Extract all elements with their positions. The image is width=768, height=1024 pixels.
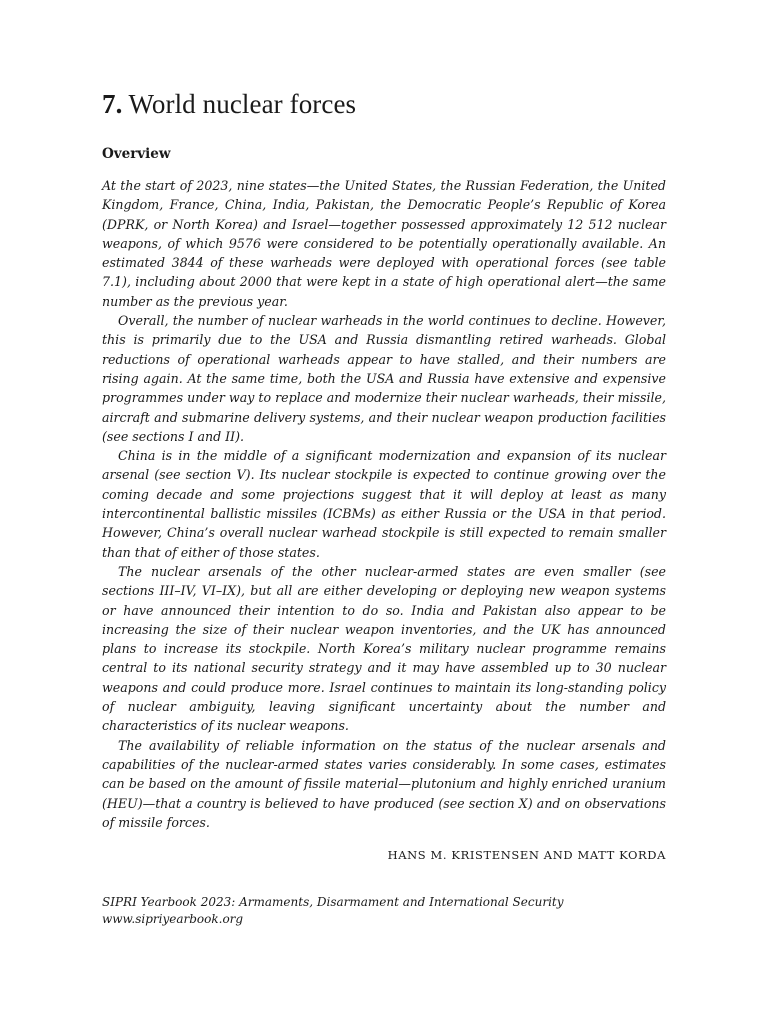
website-link[interactable]: www.sipriyearbook.org: [102, 912, 244, 926]
page-footer: [102, 894, 666, 928]
chapter-title: [102, 86, 666, 122]
paragraph: The nuclear arsenals of the other nuclear-armed states are even smaller (see sections III–IV, VI–IX), but all are either developing or deploying new weapon systems or have announced their intention to do so. India and Pakistan also appear to be increasing the size of their nuclear weapon inventories, and the UK has announced plans to increase its stockpile. North Korea’s military nuclear programme remains central to its national security strategy and it may have assembled up to 30 nuclear weapons and could produce more. Israel continues to maintain its long-standing policy of nuclear ambiguity, leaving significant uncertainty about the number and characteristics of its nuclear weapons.: [102, 563, 666, 734]
chapter-title-text: World nuclear forces: [128, 89, 357, 119]
section-heading: Overview: [102, 146, 171, 162]
page-content: [102, 86, 666, 864]
paragraph: China is in the middle of a significant modernization and expansion of its nuclear arsenal (see section V). Its nuclear stockpile is expected to continue growing over the coming decade and some projections suggest that it will deploy at least as many intercontinental ballistic missiles (ICBMs) as either Russia or the USA in that period. However, China’s overall nuclear warhead stockpile is still expected to remain smaller than that of either of those states.: [102, 448, 666, 560]
paragraph: Overall, the number of nuclear warheads in the world continues to decline. However, this is primarily due to the USA and Russia dismantling retired warheads. Global reductions of operational warheads appear to have stalled, and their numbers are rising again. At the same time, both the USA and Russia have extensive and expensive programmes under way to replace and modernize their nuclear warheads, their missile, aircraft and submarine delivery systems, and their nuclear weapon production facilities (see sections I and II).: [102, 313, 666, 444]
overview-body: [102, 176, 666, 832]
publication-title: SIPRI Yearbook 2023: Armaments, Disarmament and International Security: [102, 895, 564, 909]
paragraph: At the start of 2023, nine states—the United States, the Russian Federation, the United Kingdom, France, China, India, Pakistan, the Democratic People’s Republic of Korea (DPRK, or North Korea) and Israel—together possessed approximately 12 512 nuclear weapons, of which 9576 were considered to be potentially operationally available. An estimated 3844 of these warheads were deployed with operational forces (see table 7.1), including about 2000 that were kept in a state of high operational alert—the same number as the previous year.: [102, 178, 666, 309]
paragraph: The availability of reliable information on the status of the nuclear arsenals and capabilities of the nuclear-armed states varies considerably. In some cases, estimates can be based on the amount of fissile material—plutonium and highly enriched uranium (HEU)—that a country is believed to have produced (see section X) and on observations of missile forces.: [102, 737, 666, 830]
chapter-number: 7.: [102, 89, 123, 119]
author-byline: HANS M. KRISTENSEN AND MATT KORDA: [387, 848, 666, 863]
